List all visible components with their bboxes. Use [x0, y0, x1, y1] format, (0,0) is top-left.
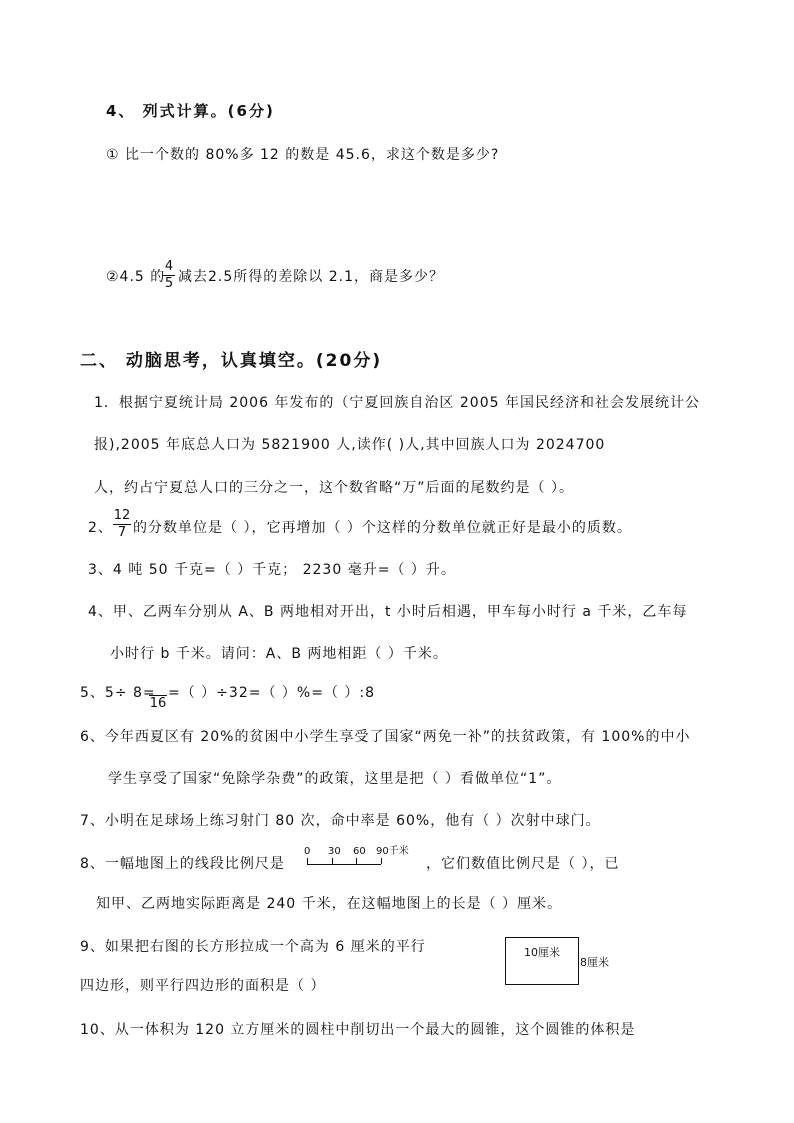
scale-line	[307, 864, 381, 865]
item9-line2: 四边形，则平行四边形的面积是（ ）	[80, 978, 326, 994]
item8-line2: 知甲、乙两地实际距离是 240 千米，在这幅地图上的长是（ ）厘米。	[96, 896, 563, 912]
item5-suffix: =（ ）÷32=（ ）%=（ ）:8	[168, 685, 376, 701]
q4-part2-prefix: ②4.5 的	[106, 269, 166, 285]
item1-line2: 报),2005 年底总人口为 5821900 人,读作( )人,其中回族人口为 2024700	[94, 437, 606, 453]
item3-text: 3、4 吨 50 千克=（ ）千克； 2230 毫升=（ ）升。	[88, 562, 456, 578]
rectangle-height-label: 8厘米	[580, 956, 609, 969]
item1-line3: 人，约占宁夏总人口的三分之一，这个数省略“万”后面的尾数约是（ ）。	[94, 480, 574, 496]
fraction-denominator: 16	[149, 696, 167, 711]
fraction-denominator: 5	[164, 276, 174, 291]
fraction-denominator: 7	[117, 525, 127, 540]
item1-line1: 1．根据宁夏统计局 2006 年发布的（宁夏回族自治区 2005 年国民经济和社会发展统计公	[94, 395, 700, 411]
fraction-numerator: 4	[164, 259, 174, 274]
section-title: 二、 动脑思考，认真填空。(20分)	[80, 351, 383, 371]
q4-part2-fraction	[163, 260, 175, 291]
item8-prefix: 8、一幅地图上的线段比例尺是	[80, 856, 285, 872]
item4-line1: 4、甲、乙两车分别从 A、B 两地相对开出，t 小时后相遇，甲车每小时行 a 千米，乙车每	[88, 604, 688, 620]
fraction-numerator: 12	[113, 508, 131, 523]
item10-text: 10、从一体积为 120 立方厘米的圆柱中削切出一个最大的圆锥，这个圆锥的体积是	[80, 1022, 636, 1038]
scale-tick-label: 60	[353, 846, 366, 857]
rectangle-figure	[505, 937, 579, 985]
item9-line1: 9、如果把右图的长方形拉成一个高为 6 厘米的平行	[80, 939, 426, 955]
item8-suffix: ，它们数值比例尺是（ ），已	[426, 856, 620, 872]
q4-heading: 4、 列式计算。(6分)	[106, 102, 275, 120]
scale-bar	[304, 842, 434, 868]
item7-text: 7、小明在足球场上练习射门 80 次，命中率是 60%，他有（ ）次射中球门。	[80, 813, 601, 829]
rectangle-width-label: 10厘米	[524, 946, 560, 959]
item2-text: 的分数单位是（ ），它再增加（ ）个这样的分数单位就正好是最小的质数。	[133, 520, 632, 536]
scale-tick-label: 0	[304, 846, 311, 857]
scale-tick	[356, 858, 357, 864]
item2-prefix: 2、	[88, 520, 113, 536]
item4-line2: 小时行 b 千米。请问：A、B 两地相距（ ）千米。	[110, 646, 448, 662]
scale-tick	[381, 858, 382, 864]
scale-tick	[307, 858, 308, 864]
fraction-numerator-blank	[149, 680, 167, 694]
scale-tick-label: 90千米	[376, 846, 409, 857]
item2-fraction	[113, 509, 131, 540]
q4-part1: ① 比一个数的 80%多 12 的数是 45.6，求这个数是多少?	[106, 147, 500, 163]
item6-line2: 学生享受了国家“免除学杂费”的政策，这里是把（ ）看做单位“1”。	[108, 771, 562, 787]
scale-tick	[332, 858, 333, 864]
item5-prefix: 5、5÷ 8=	[80, 685, 156, 701]
item6-line1: 6、今年西夏区有 20%的贫困中小学生享受了国家“两免一补”的扶贫政策，有 100%的中小	[80, 729, 691, 745]
item5-fraction	[149, 680, 167, 711]
q4-part2-suffix: 减去2.5所得的差除以 2.1，商是多少？	[178, 269, 444, 285]
scale-tick-label: 30	[328, 846, 341, 857]
